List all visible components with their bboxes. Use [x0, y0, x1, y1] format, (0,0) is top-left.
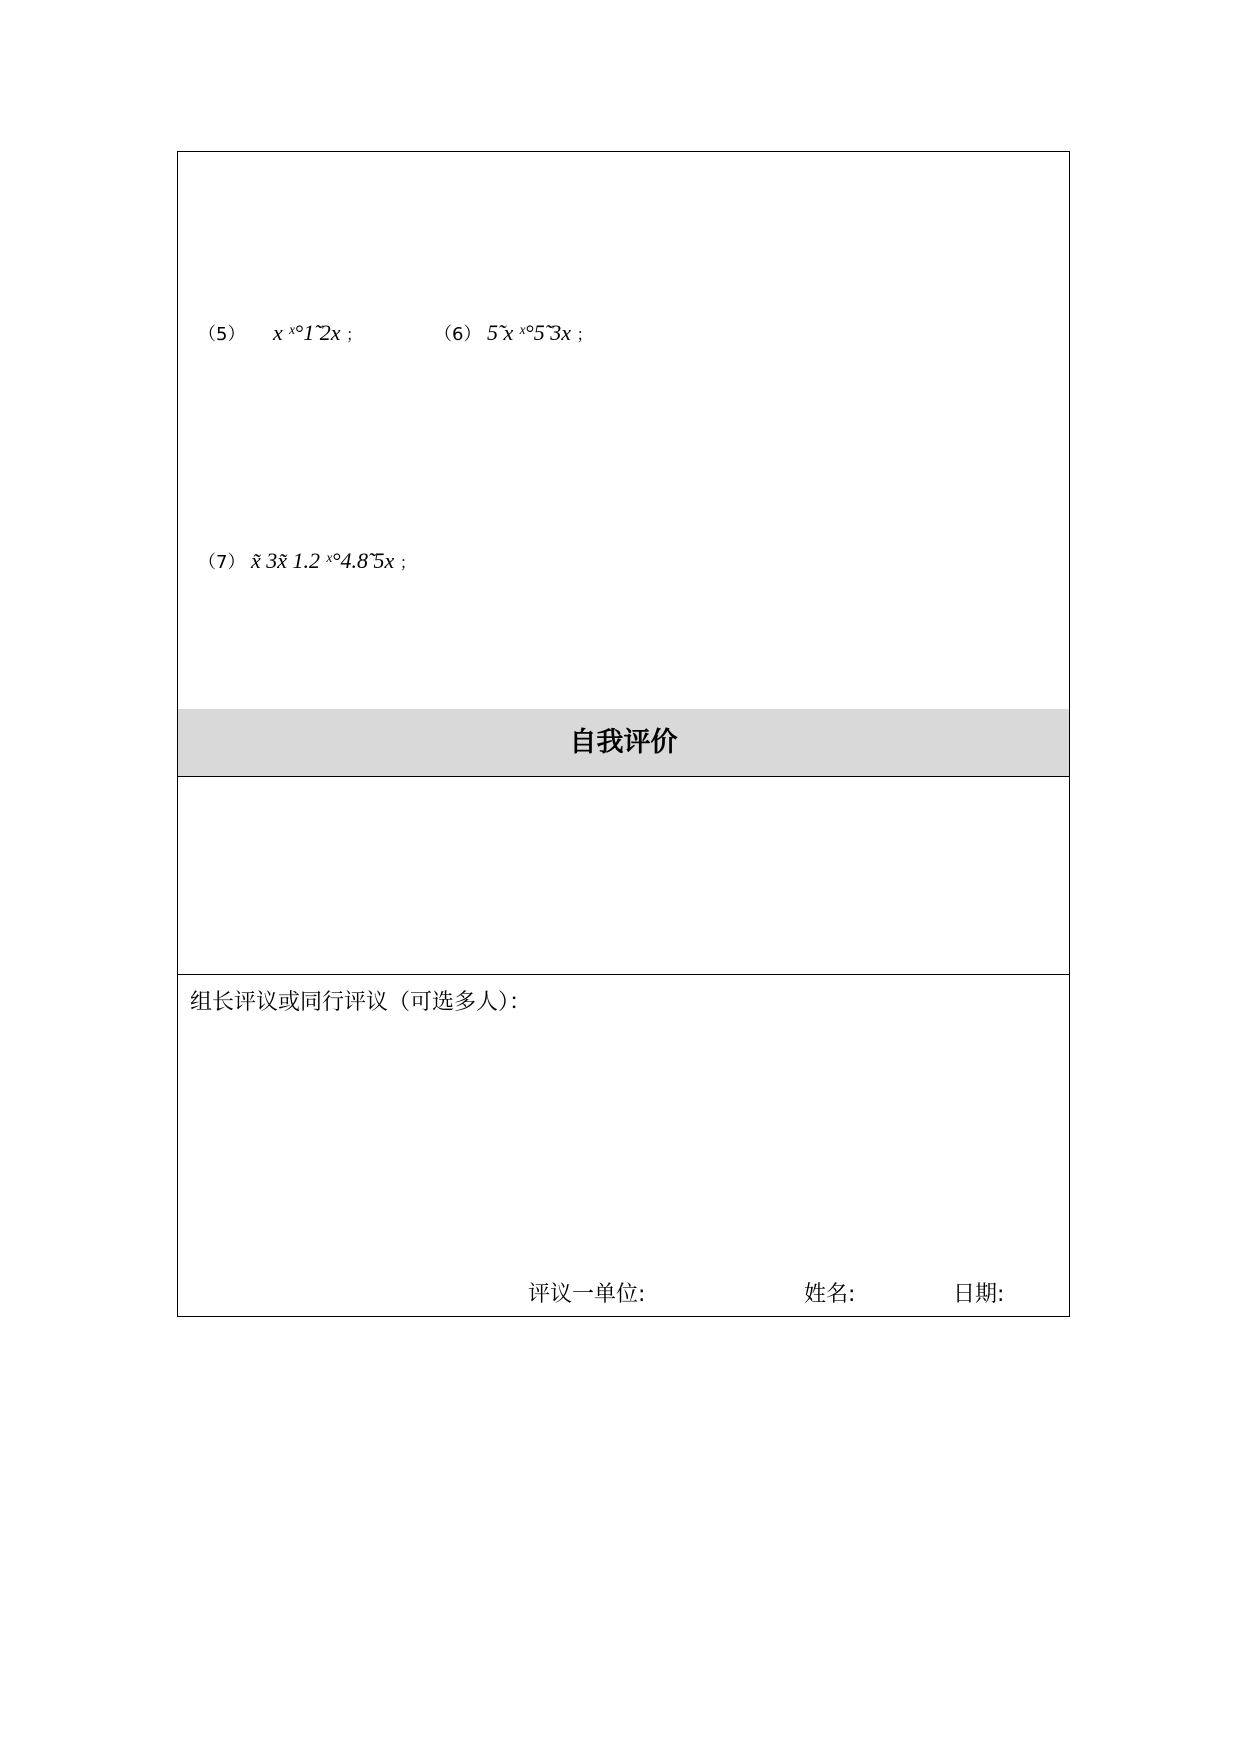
equation-7: [198, 548, 416, 574]
equation-6-end: ；: [576, 327, 593, 344]
equation-6: [434, 320, 593, 346]
peer-review-label: 组长评议或同行评议（可选多人）：: [190, 990, 532, 1015]
equation-6-expression: 5̃ x ˣ°5̃ 3x: [486, 320, 571, 345]
peer-review-cell: [178, 975, 1069, 1316]
review-date-label: 日期:: [953, 1282, 1005, 1307]
self-evaluation-heading: 自我评价: [178, 709, 1069, 777]
equation-7-end: ；: [399, 555, 416, 572]
equation-5-expression: x ˣ°1̃ 2x: [272, 320, 341, 345]
self-evaluation-area[interactable]: [178, 777, 1069, 975]
equation-5-end: ；: [346, 327, 363, 344]
equation-7-expression: x̃ 3x̃ 1.2 ˣ°4.8̃ 5x: [250, 548, 395, 573]
equation-5-index: （5）: [198, 324, 246, 345]
exercise-cell: [178, 152, 1069, 710]
equation-6-index: （6）: [434, 324, 482, 345]
reviewer-name-label: 姓名:: [804, 1282, 856, 1307]
equation-7-index: （7）: [198, 552, 246, 573]
equation-5: [198, 320, 362, 346]
review-unit-label: 评议一单位:: [528, 1282, 646, 1307]
evaluation-form-table: [177, 151, 1070, 1317]
